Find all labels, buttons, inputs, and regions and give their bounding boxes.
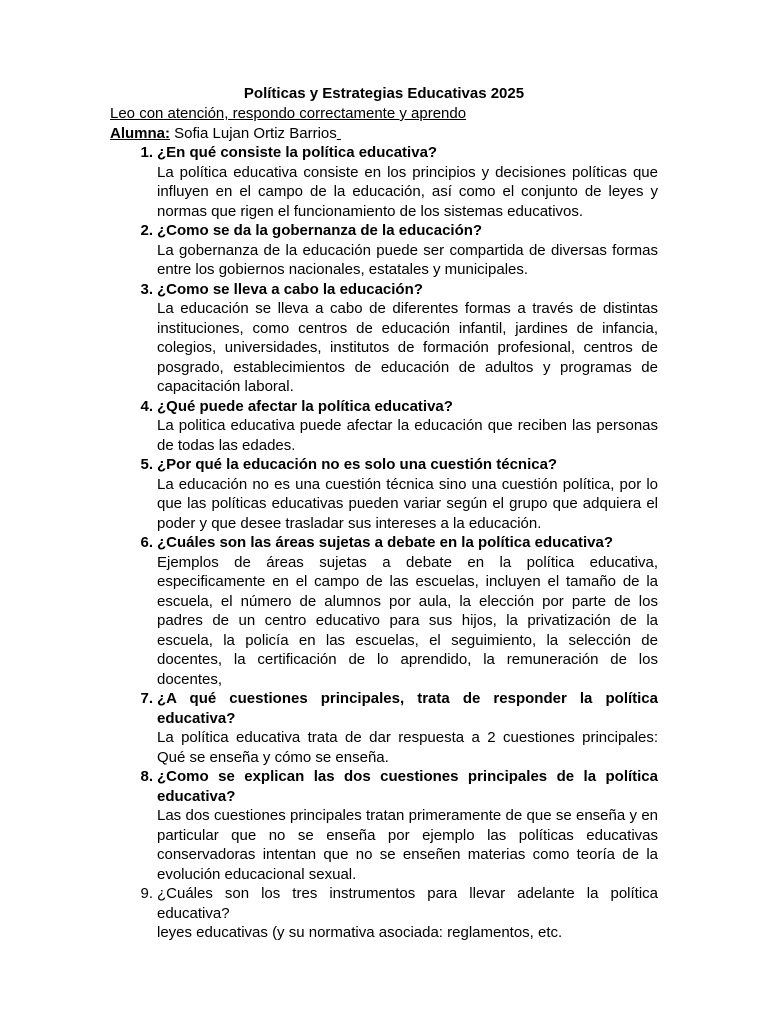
question-item (140, 221, 658, 280)
question-number: 3. (140, 280, 153, 298)
question-item (140, 689, 658, 767)
student-name: Sofia Lujan Ortiz Barrios (174, 124, 337, 142)
student-label: Alumna: (110, 124, 170, 142)
question-text: ¿Cuáles son los tres instrumentos para llevar adelante la política educativa? (157, 885, 658, 922)
question-number: 7. (140, 690, 153, 707)
question-text: ¿A qué cuestiones principales, trata de responder la política educativa? (157, 690, 658, 727)
intro-line: Leo con atención, respondo correctamente y aprendo (110, 105, 467, 122)
question-item (140, 455, 658, 533)
answer-text: leyes educativas (y su normativa asociada: reglamentos, etc. (157, 924, 563, 941)
question-text: ¿Cuáles son las áreas sujetas a debate en la política educativa? (157, 534, 614, 551)
question-item (140, 533, 658, 689)
answer-text: La política educativa trata de dar respuesta a 2 cuestiones principales: Qué se enseña y cómo se enseña. (157, 729, 658, 766)
student-name-trail (337, 125, 341, 142)
question-item (140, 280, 658, 397)
answer-text: La política educativa consiste en los principios y decisiones políticas que influyen en el campo de la educación, así como el conjunto de leyes y normas que rigen el funcionamiento de los sistemas educativos. (157, 163, 658, 220)
question-number: 9. (140, 885, 153, 902)
question-number: 8. (140, 768, 153, 785)
question-text: ¿Qué puede afectar la política educativa? (157, 397, 453, 415)
question-text: ¿Como se da la gobernanza de la educación? (157, 222, 483, 239)
student-line (110, 124, 341, 144)
question-text: ¿En qué consiste la política educativa? (157, 144, 438, 161)
question-item (140, 884, 658, 943)
answer-text: La educación se lleva a cabo de diferentes formas a través de distintas instituciones, como centros de educación infantil, jardines de infancia, colegios, universidades, institutos de formación profesional, centros de posgrado, establecimientos de educación de adultos y programas de capacitación laboral. (157, 300, 658, 395)
question-number: 5. (140, 456, 153, 473)
question-number: 1. (140, 144, 153, 161)
answer-text: La politica educativa puede afectar la educación que reciben las personas de todas las edades. (157, 417, 658, 454)
question-text: ¿Como se explican las dos cuestiones principales de la política educativa? (157, 768, 658, 805)
answer-text: La gobernanza de la educación puede ser compartida de diversas formas entre los gobiernos nacionales, estatales y municipales. (157, 241, 658, 278)
question-list (140, 143, 658, 943)
question-text: ¿Como se lleva a cabo la educación? (157, 280, 423, 298)
question-item (140, 767, 658, 884)
question-text: ¿Por qué la educación no es solo una cuestión técnica? (157, 456, 558, 473)
answer-text: La educación no es una cuestión técnica sino una cuestión política, por lo que las políticas educativas pueden variar según el grupo que adquiera el poder y que desee trasladar sus intereses a la educación. (157, 475, 658, 532)
question-item (140, 397, 658, 456)
question-number: 2. (140, 222, 153, 239)
answer-text: Las dos cuestiones principales tratan primeramente de que se enseña y en particular que no se enseña por ejemplo las políticas educativas conservadoras intentan que no se enseñen materias como teoría de la evolución educacional sexual. (157, 807, 658, 883)
document-title: Políticas y Estrategias Educativas 2025 (243, 85, 525, 102)
question-number: 4. (140, 397, 153, 415)
question-number: 6. (140, 534, 153, 551)
question-item (140, 143, 658, 221)
answer-text: Ejemplos de áreas sujetas a debate en la política educativa, especificamente en el campo de las escuelas, incluyen el tamaño de la escuela, el número de alumnos por aula, la elección por parte de los padres de un centro educativo para sus hijos, la privatización de la escuela, la policía en las escuelas, el seguimiento, la selección de docentes, la certificación de lo aprendido, la remuneración de los docentes, (157, 553, 658, 688)
